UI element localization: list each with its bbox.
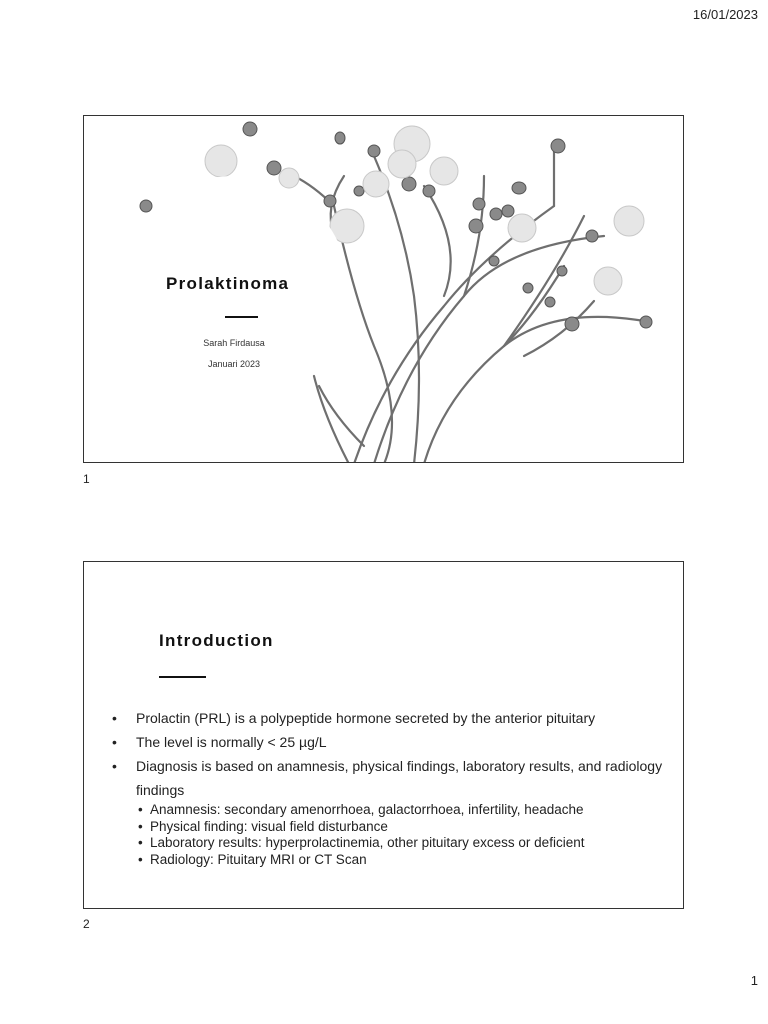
bullet-item: • The level is normally < 25 µg/L (106, 730, 666, 754)
sub-bullet-item: • Radiology: Pituitary MRI or CT Scan (138, 852, 666, 869)
title-divider (225, 316, 258, 318)
slide-2-number: 2 (83, 917, 90, 931)
slide-1-author: Sarah Firdausa (203, 338, 265, 348)
bullet-text: Diagnosis is based on anamnesis, physical findings, laboratory results, and radiology findings (136, 758, 663, 798)
title-divider (159, 676, 206, 678)
bullet-item (106, 754, 666, 868)
slide-2-title: Introduction (159, 631, 274, 650)
slide-1-date: Januari 2023 (207, 359, 261, 369)
print-date: 16/01/2023 (692, 7, 758, 22)
slide-1-title: Prolaktinoma (166, 274, 290, 293)
bullet-item: • Prolactin (PRL) is a polypeptide hormone secreted by the anterior pituitary (106, 706, 666, 730)
sub-bullet-list (136, 802, 666, 868)
sub-bullet-item: • Anamnesis: secondary amenorrhoea, galactorrhoea, infertility, headache (138, 802, 666, 819)
slide-1-number: 1 (83, 472, 90, 486)
slide-2 (83, 561, 684, 909)
sub-bullet-item: • Laboratory results: hyperprolactinemia, other pituitary excess or deficient (138, 835, 666, 852)
slide-1 (83, 115, 684, 463)
sub-bullet-item: • Physical finding: visual field disturbance (138, 819, 666, 836)
page-number: 1 (750, 973, 758, 988)
bullet-list (106, 706, 666, 868)
